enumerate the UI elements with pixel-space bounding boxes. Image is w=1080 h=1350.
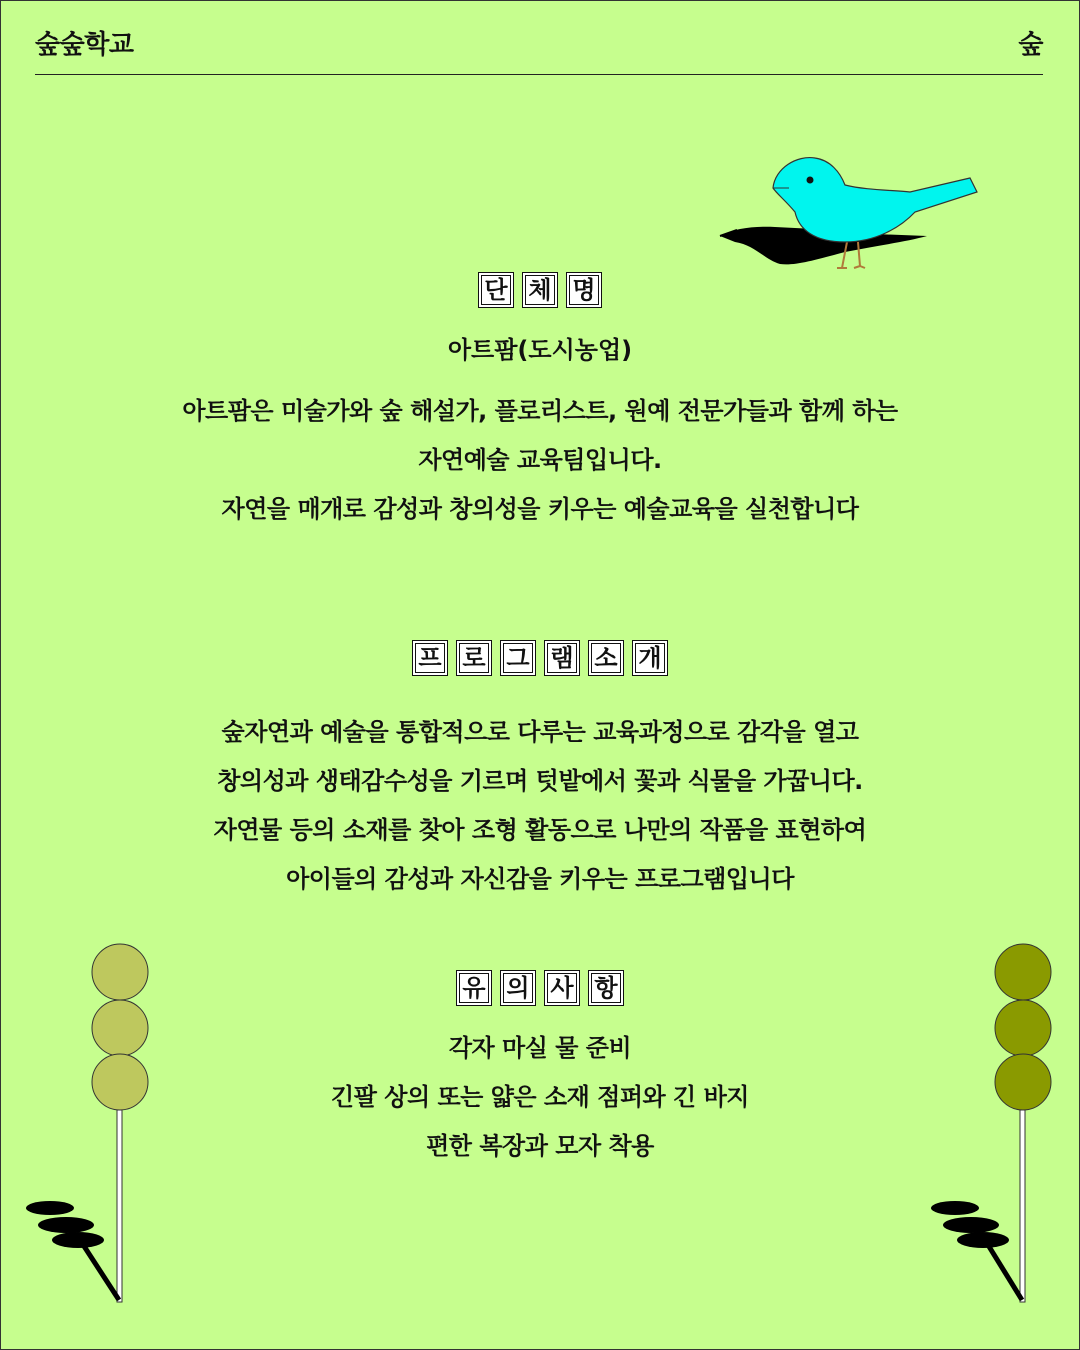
bird-icon	[715, 150, 985, 275]
body-line: 아이들의 감성과 자신감을 키우는 프로그램입니다	[286, 865, 794, 893]
title-char-box: 의	[500, 970, 536, 1006]
title-char-box: 프	[412, 640, 448, 676]
title-char-box: 항	[588, 970, 624, 1006]
section-body	[0, 387, 1080, 534]
title-char-box: 소	[588, 640, 624, 676]
body-line: 자연을 매개로 감성과 창의성을 키우는 예술교육을 실천합니다	[221, 495, 859, 523]
body-line: 긴팔 상의 또는 얇은 소재 점퍼와 긴 바지	[331, 1083, 749, 1111]
section-title	[0, 640, 1080, 676]
body-line: 숲자연과 예술을 통합적으로 다루는 교육과정으로 감각을 열고	[221, 718, 859, 746]
section-title	[0, 970, 1080, 1006]
section-title	[0, 272, 1080, 308]
header	[35, 24, 1043, 75]
title-char-box: 로	[456, 640, 492, 676]
header-right-label[interactable]: 숲	[1018, 30, 1043, 60]
body-line: 각자 마실 물 준비	[448, 1034, 632, 1062]
body-line: 자연물 등의 소재를 찾아 조형 활동으로 나만의 작품을 표현하여	[213, 816, 867, 844]
section-organization	[0, 272, 1080, 534]
site-title[interactable]: 숲숲학교	[35, 30, 134, 60]
body-line: 자연예술 교육팀입니다.	[418, 446, 662, 474]
section-body	[0, 708, 1080, 904]
body-line: 창의성과 생태감수성을 기르며 텃밭에서 꽃과 식물을 가꿉니다.	[217, 767, 863, 795]
title-char-box: 사	[544, 970, 580, 1006]
title-char-box: 명	[566, 272, 602, 308]
section-program	[0, 640, 1080, 904]
title-char-box: 램	[544, 640, 580, 676]
title-char-box: 그	[500, 640, 536, 676]
section-body	[0, 1024, 1080, 1171]
title-char-box: 단	[478, 272, 514, 308]
title-char-box: 개	[632, 640, 668, 676]
body-line: 아트팜은 미술가와 숲 해설가, 플로리스트, 원예 전문가들과 함께 하는	[182, 397, 898, 425]
organization-name: 아트팜(도시농업)	[447, 336, 633, 364]
title-char-box: 체	[522, 272, 558, 308]
section-notes	[0, 970, 1080, 1171]
title-char-box: 유	[456, 970, 492, 1006]
body-line: 편한 복장과 모자 착용	[426, 1132, 654, 1160]
